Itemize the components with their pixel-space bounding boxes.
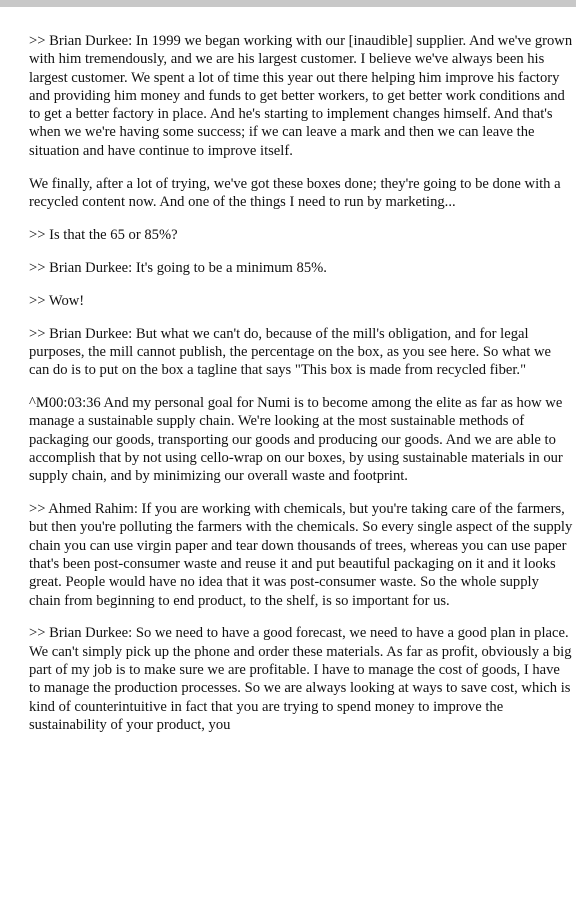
window-top-bar xyxy=(0,0,576,7)
transcript-paragraph: ^M00:03:36 And my personal goal for Numi is to become among the elite as far as how we manage a sustainable supply chain. We're looking at the most sustainable methods of packaging our goods, transporting our goods and producing our goods. And we are able to accomplish that by not using cello-wrap on our boxes, by using sustainable materials in our supply chain, and by minimizing our overall waste and footprint. xyxy=(29,395,563,485)
transcript-document xyxy=(29,32,574,749)
transcript-paragraph: >> Brian Durkee: But what we can't do, because of the mill's obligation, and for legal purposes, the mill cannot publish, the percentage on the box, as you see here. So what we can do is to put on the box a tagline that says "This box is made from recycled fiber." xyxy=(29,325,551,379)
transcript-paragraph: >> Ahmed Rahim: If you are working with chemicals, but you're taking care of the farmers, but then you're polluting the farmers with the chemicals. So every single aspect of the supply chain you can use virgin paper and tear down thousands of trees, whereas you can use paper that's been post-consumer waste and reuse it and put beautiful packaging on it and it looks great. People would have no idea that it was post-consumer waste. So the whole supply chain from beginning to end product, to the shelf, is so important for us. xyxy=(29,501,573,609)
transcript-paragraph: >> Is that the 65 or 85%? xyxy=(29,226,178,243)
transcript-paragraph: We finally, after a lot of trying, we've got these boxes done; they're going to be done with a recycled content now. And one of the things I need to run by marketing... xyxy=(29,175,561,210)
transcript-paragraph: >> Wow! xyxy=(29,292,85,309)
transcript-paragraph: >> Brian Durkee: It's going to be a minimum 85%. xyxy=(29,259,327,276)
transcript-paragraph: >> Brian Durkee: In 1999 we began working with our [inaudible] supplier. And we've grown with him tremendously, and we are his largest customer. I believe we've always been his largest customer. We spent a lot of time this year out there helping him improve his factory and providing him money and funds to get better workers, to get better work conditions and to get a better factory in place. And he's starting to implement changes himself. And that's when we we're having some success; if we can leave a mark and then we can leave the situation and have continue to improve itself. xyxy=(29,33,573,159)
transcript-paragraph: >> Brian Durkee: So we need to have a good forecast, we need to have a good plan in place. We can't simply pick up the phone and order these materials. As far as profit, obviously a big part of my job is to make sure we are profitable. I have to manage the cost of goods, I have to manage the production processes. So we are always looking at ways to save cost, which is kind of counterintuitive in fact that you are trying to spend money to improve the sustainability of your product, you xyxy=(29,625,572,733)
